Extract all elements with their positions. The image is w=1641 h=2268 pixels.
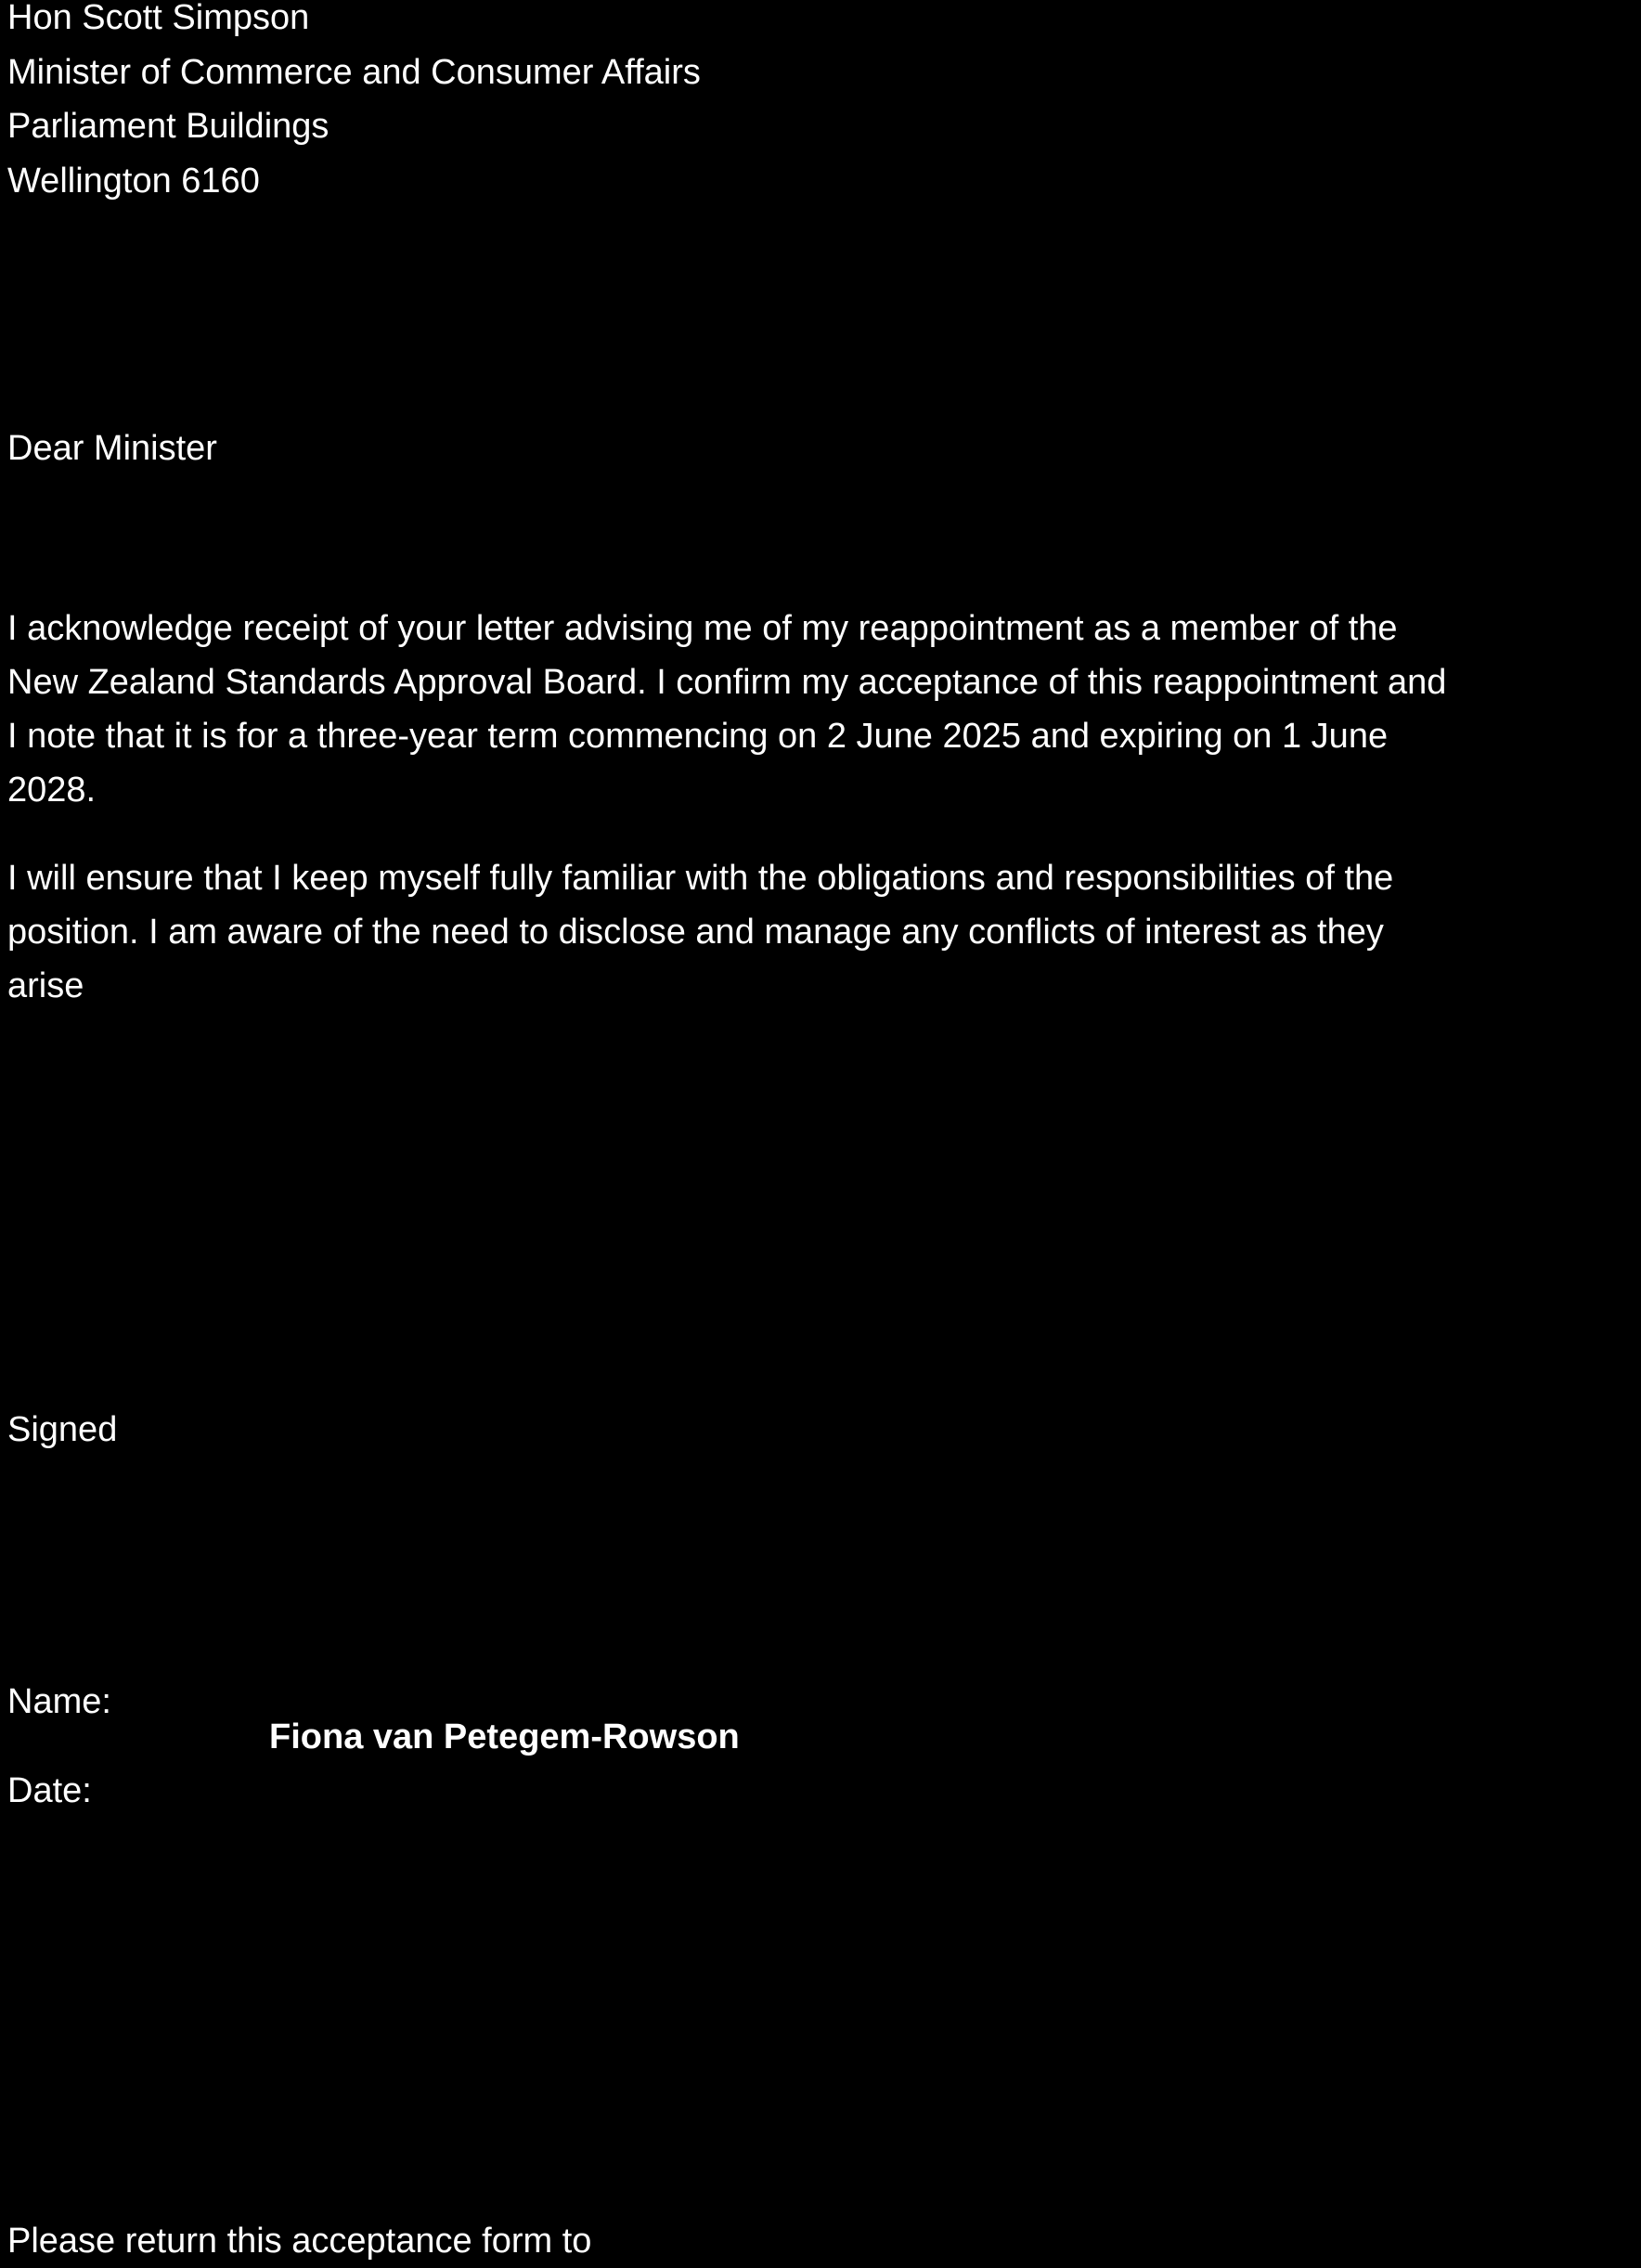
salutation: Dear Minister xyxy=(7,429,217,468)
paragraph-2-line: position. I am aware of the need to disclose and manage any conflicts of interest as they xyxy=(7,913,1384,952)
date-label: Date: xyxy=(7,1771,92,1810)
paragraph-1-line: I note that it is for a three-year term commencing on 2 June 2025 and expiring on 1 June xyxy=(7,717,1389,756)
paragraph-2-line: arise xyxy=(7,966,84,1005)
paragraph-1-line: New Zealand Standards Approval Board. I confirm my acceptance of this reappointment and xyxy=(7,663,1447,702)
body-paragraph-2 xyxy=(7,851,1641,1013)
paragraph-2-line: I will ensure that I keep myself fully familiar with the obligations and responsibilities of the xyxy=(7,859,1394,898)
recipient-title: Minister of Commerce and Consumer Affairs xyxy=(7,52,701,92)
return-instruction: Please return this acceptance form to xyxy=(7,2222,592,2261)
signed-label: Signed xyxy=(7,1410,118,1449)
body-paragraph-1 xyxy=(7,602,1641,817)
paragraph-1-line: 2028. xyxy=(7,771,97,810)
recipient-building: Parliament Buildings xyxy=(7,107,329,146)
name-value: Fiona van Petegem-Rowson xyxy=(269,1717,740,1756)
recipient-address xyxy=(7,0,701,208)
paragraph-1-line: I acknowledge receipt of your letter advising me of my reappointment as a member of the xyxy=(7,609,1398,648)
recipient-city: Wellington 6160 xyxy=(7,161,260,201)
recipient-name: Hon Scott Simpson xyxy=(7,0,310,37)
name-label: Name: xyxy=(7,1682,111,1721)
